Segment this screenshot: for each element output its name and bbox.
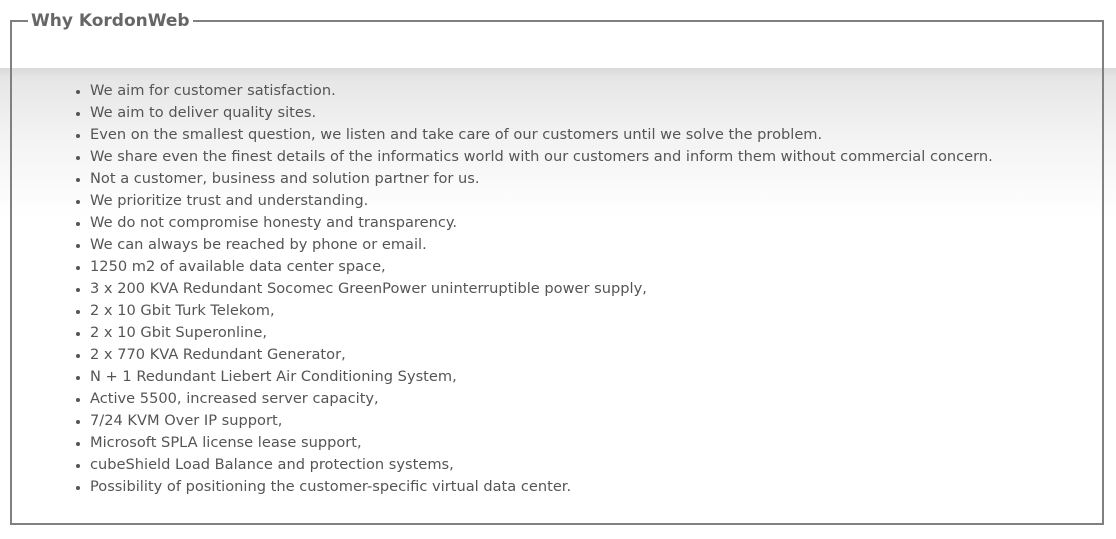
list-item: • We prioritize trust and understanding. xyxy=(90,190,993,212)
list-item: • Possibility of positioning the customer-specific virtual data center. xyxy=(90,476,993,498)
list-item: • We can always be reached by phone or email. xyxy=(90,234,993,256)
list-item: • Active 5500, increased server capacity, xyxy=(90,388,993,410)
list-item: • 7/24 KVM Over IP support, xyxy=(90,410,993,432)
list-item: • Not a customer, business and solution partner for us. xyxy=(90,168,993,190)
list-item: • 2 x 770 KVA Redundant Generator, xyxy=(90,344,993,366)
list-item: • We do not compromise honesty and transparency. xyxy=(90,212,993,234)
list-item: • 2 x 10 Gbit Turk Telekom, xyxy=(90,300,993,322)
list-item: • We share even the finest details of the informatics world with our customers and inform them without commercial concern. xyxy=(90,146,993,168)
list-item: • cubeShield Load Balance and protection systems, xyxy=(90,454,993,476)
list-item: • We aim for customer satisfaction. xyxy=(90,80,993,102)
list-item: • Microsoft SPLA license lease support, xyxy=(90,432,993,454)
list-item: • 2 x 10 Gbit Superonline, xyxy=(90,322,993,344)
list-item: • We aim to deliver quality sites. xyxy=(90,102,993,124)
list-item: • Even on the smallest question, we listen and take care of our customers until we solve the problem. xyxy=(90,124,993,146)
list-item: • N + 1 Redundant Liebert Air Conditioning System, xyxy=(90,366,993,388)
list-item: • 1250 m2 of available data center space, xyxy=(90,256,993,278)
list-item: • 3 x 200 KVA Redundant Socomec GreenPower uninterruptible power supply, xyxy=(90,278,993,300)
section-title: Why KordonWeb xyxy=(28,10,193,32)
feature-list xyxy=(68,80,993,498)
